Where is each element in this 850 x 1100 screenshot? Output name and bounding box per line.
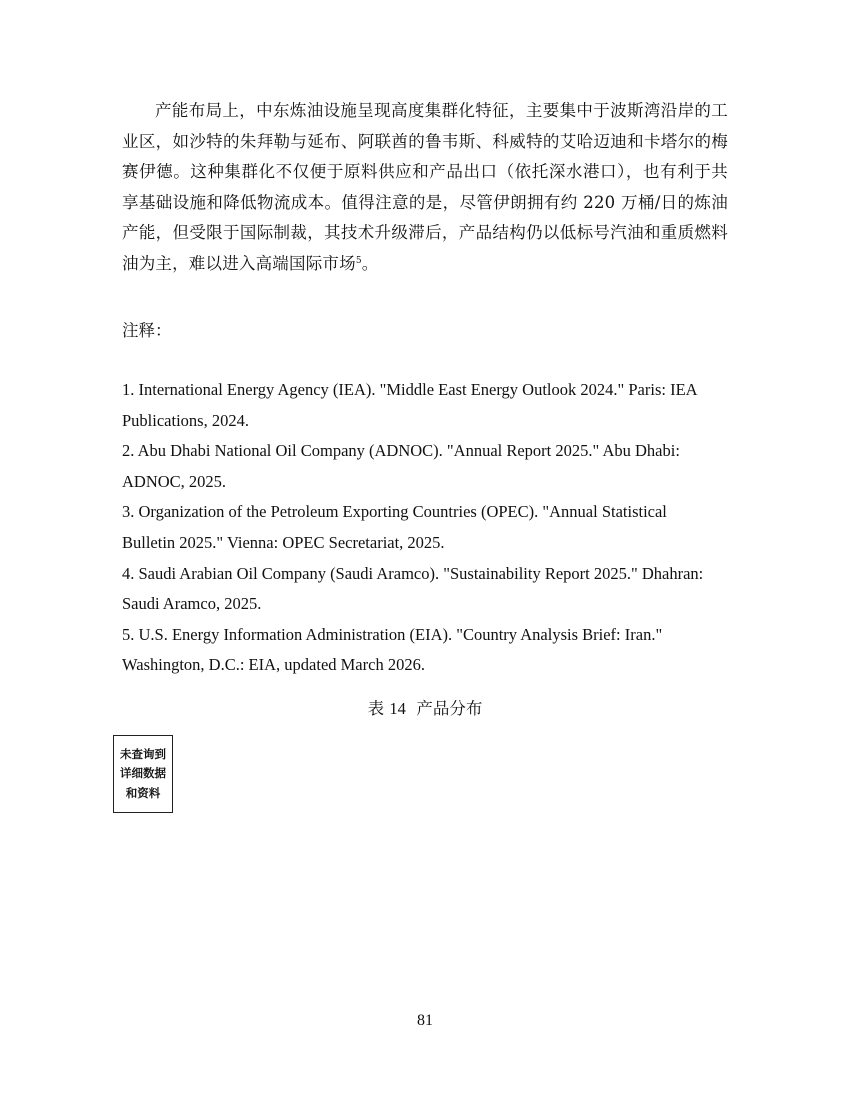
no-data-text: 未查询到详细数据和资料 <box>120 746 166 800</box>
note-item: 1. International Energy Agency (IEA). "Middle East Energy Outlook 2024." Paris: IEA Publications, 2024. <box>122 380 697 430</box>
note-item: 3. Organization of the Petroleum Exporting Countries (OPEC). "Annual Statistical Bulletin 2025." Vienna: OPEC Secretariat, 2025. <box>122 502 667 552</box>
page-number: 81 <box>417 1012 433 1029</box>
note-item: 4. Saudi Arabian Oil Company (Saudi Aramco). "Sustainability Report 2025." Dhahran: Saudi Aramco, 2025. <box>122 563 704 614</box>
notes-list <box>122 375 722 681</box>
caption-number: 14 <box>389 699 406 718</box>
caption-title: 产品分布 <box>416 699 483 718</box>
paragraph-text: 产能布局上，中东炼油设施呈现高度集群化特征，主要集中于波斯湾沿岸的工业区，如沙特的朱拜勒与延布、阿联酋的鲁韦斯、科威特的艾哈迈迪和卡塔尔的梅赛伊德。这种集群化不仅便于原料供应和产品出口（依托深水港口），也有利于共享基础设施和降低物流成本。值得注意的是，尽管伊朗拥有约 220 万桶/日的炼油产能，但受限于国际制裁，其技术升级滞后，产品结构仍以低标号汽油和重质燃料油为主，难以进入高端国际市场 <box>122 101 728 273</box>
paragraph-end-punctuation: 。 <box>361 253 379 273</box>
no-data-table-cell <box>113 735 173 813</box>
note-item: 2. Abu Dhabi National Oil Company (ADNOC). "Annual Report 2025." Abu Dhabi: ADNOC, 2025. <box>122 441 680 491</box>
note-item: 5. U.S. Energy Information Administration (EIA). "Country Analysis Brief: Iran." Washington, D.C.: EIA, updated March 2026. <box>122 624 663 675</box>
table-caption <box>0 694 850 724</box>
notes-heading: 注释： <box>122 321 172 340</box>
caption-prefix: 表 <box>367 699 385 718</box>
body-paragraph <box>122 96 728 280</box>
footnote-reference[interactable]: 5 <box>355 255 362 266</box>
